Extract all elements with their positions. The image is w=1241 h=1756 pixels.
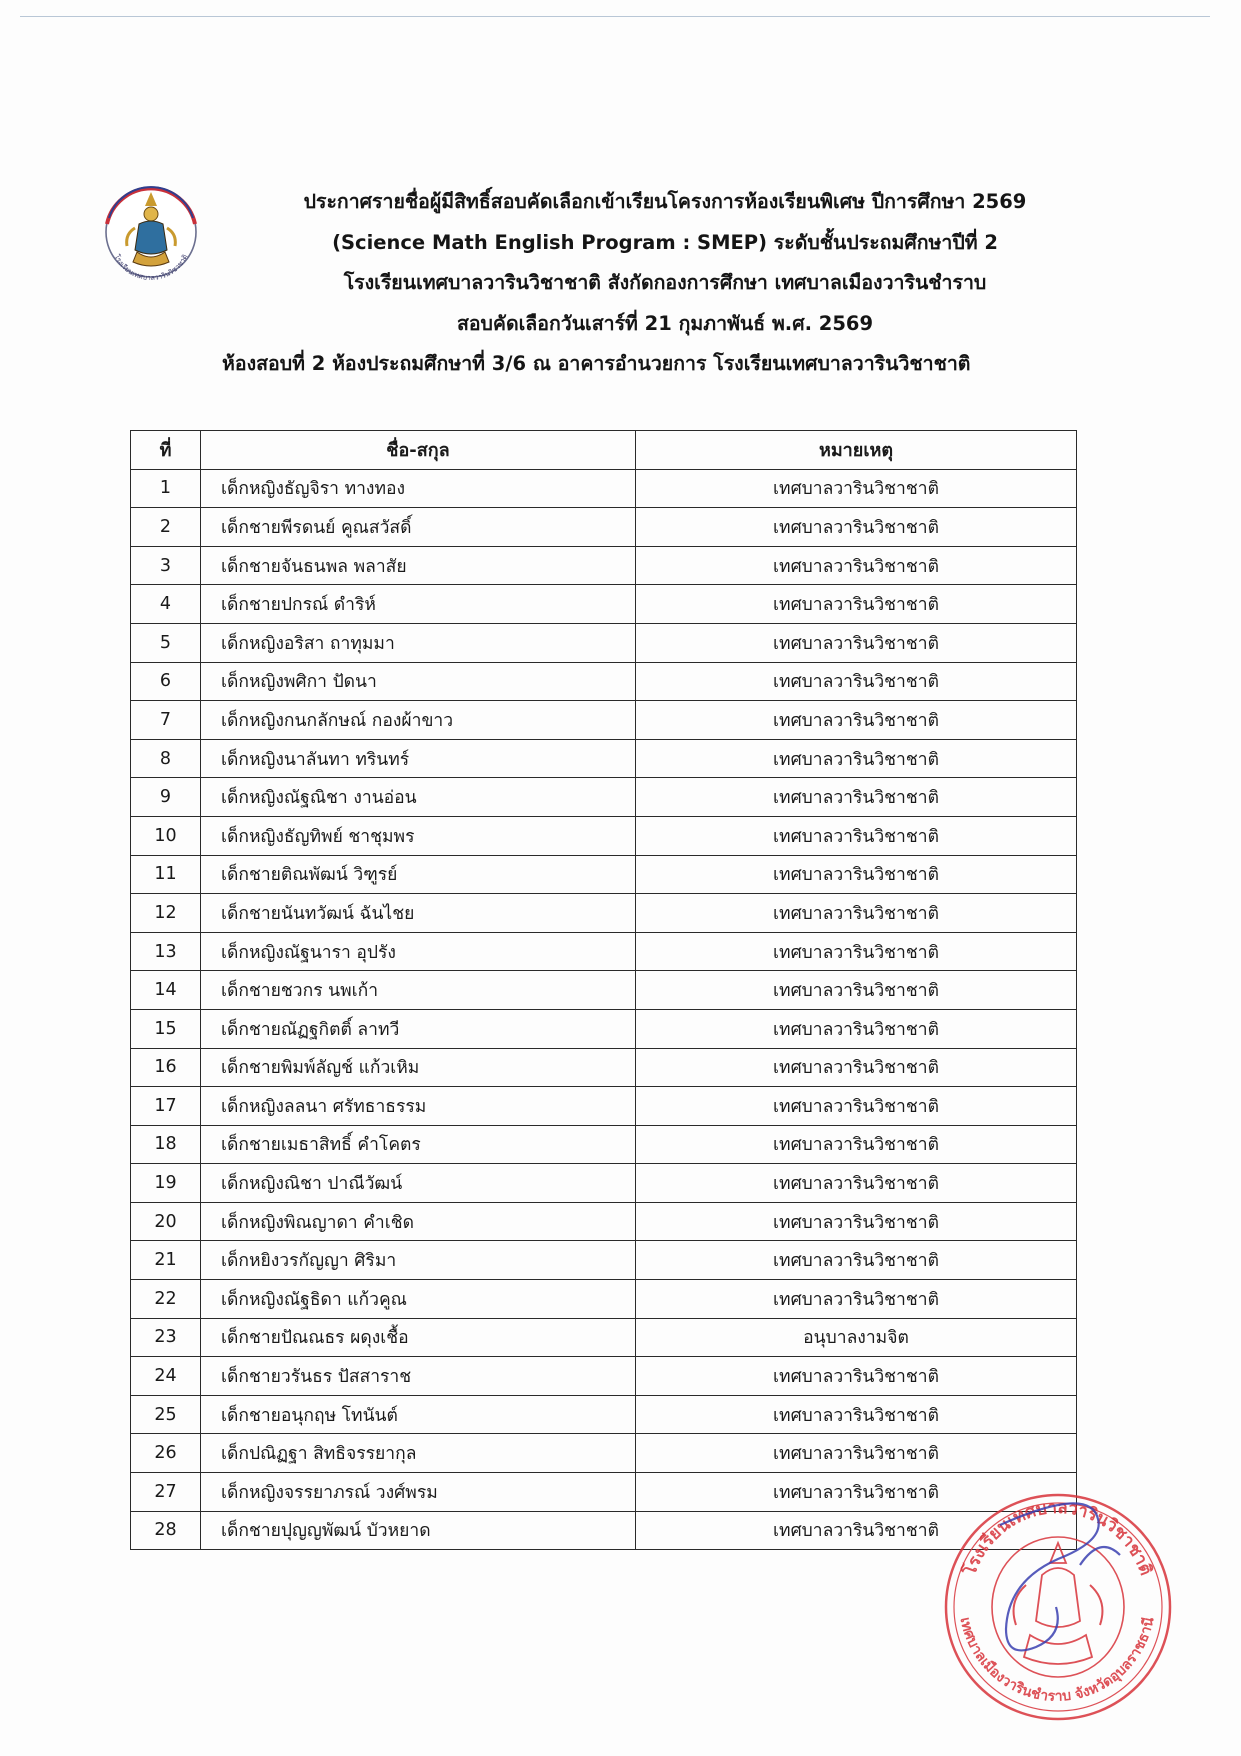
candidate-name: เด็กชายณัฏฐกิตติ์ ลาทวี (201, 1009, 636, 1048)
row-number: 11 (131, 855, 201, 894)
school-note: เทศบาลวารินวิชาชาติ (636, 1087, 1077, 1126)
top-rule (20, 16, 1210, 17)
row-number: 15 (131, 1009, 201, 1048)
row-number: 22 (131, 1280, 201, 1319)
row-number: 27 (131, 1473, 201, 1512)
table-row (131, 1434, 1077, 1473)
school-note: เทศบาลวารินวิชาชาติ (636, 1511, 1077, 1550)
candidate-name: เด็กหญิงอริสา ถาทุมมา (201, 623, 636, 662)
table-header-row (131, 431, 1077, 470)
table-row (131, 1280, 1077, 1319)
header-line-3: โรงเรียนเทศบาลวารินวิชาชาติ สังกัดกองการศึกษา เทศบาลเมืองวารินชำราบ (343, 271, 987, 294)
table-row (131, 1241, 1077, 1280)
school-note: เทศบาลวารินวิชาชาติ (636, 894, 1077, 933)
school-note: เทศบาลวารินวิชาชาติ (636, 778, 1077, 817)
table-row (131, 1318, 1077, 1357)
school-note: เทศบาลวารินวิชาชาติ (636, 932, 1077, 971)
table-row (131, 1357, 1077, 1396)
candidate-name: เด็กชายอนุกฤษ โทนันต์ (201, 1395, 636, 1434)
row-number: 9 (131, 778, 201, 817)
school-note: เทศบาลวารินวิชาชาติ (636, 1241, 1077, 1280)
row-number: 12 (131, 894, 201, 933)
candidate-name: เด็กชายชวกร นพเก้า (201, 971, 636, 1010)
candidate-name: เด็กปณิฏฐา สิทธิจรรยากุล (201, 1434, 636, 1473)
row-number: 6 (131, 662, 201, 701)
table-row (131, 469, 1077, 508)
row-number: 18 (131, 1125, 201, 1164)
row-number: 8 (131, 739, 201, 778)
table-body (131, 469, 1077, 1550)
school-note: เทศบาลวารินวิชาชาติ (636, 1048, 1077, 1087)
row-number: 7 (131, 701, 201, 740)
candidate-name: เด็กหญิงจรรยาภรณ์ วงศ์พรม (201, 1473, 636, 1512)
school-note: เทศบาลวารินวิชาชาติ (636, 469, 1077, 508)
row-number: 1 (131, 469, 201, 508)
table-row (131, 1048, 1077, 1087)
school-note: เทศบาลวารินวิชาชาติ (636, 701, 1077, 740)
row-number: 4 (131, 585, 201, 624)
school-note: อนุบาลงามจิต (636, 1318, 1077, 1357)
table-row (131, 508, 1077, 547)
row-number: 24 (131, 1357, 201, 1396)
school-note: เทศบาลวารินวิชาชาติ (636, 971, 1077, 1010)
table-row (131, 932, 1077, 971)
row-number: 23 (131, 1318, 201, 1357)
school-note: เทศบาลวารินวิชาชาติ (636, 1473, 1077, 1512)
row-number: 14 (131, 971, 201, 1010)
row-number: 10 (131, 816, 201, 855)
header-line-5: ห้องสอบที่ 2 ห้องประถมศึกษาที่ 3/6 ณ อาคารอำนวยการ โรงเรียนเทศบาลวารินวิชาชาติ (222, 352, 971, 375)
row-number: 26 (131, 1434, 201, 1473)
candidate-name: เด็กชายเมธาสิทธิ์ คำโคตร (201, 1125, 636, 1164)
candidate-name: เด็กหญิงนาลันทา ทรินทร์ (201, 739, 636, 778)
svg-text:เทศบาลเมืองวารินชำราบ จังหวัดอ (957, 1615, 1158, 1704)
table-row (131, 585, 1077, 624)
school-note: เทศบาลวารินวิชาชาติ (636, 1164, 1077, 1203)
table-row (131, 739, 1077, 778)
candidate-name: เด็กชายวรันธร ปัสสาราช (201, 1357, 636, 1396)
header-no: ที่ (131, 431, 201, 470)
candidate-name: เด็กหญิงณัฐณิชา งานอ่อน (201, 778, 636, 817)
candidate-table (130, 430, 1077, 1550)
candidate-name: เด็กชายนันทวัฒน์ ฉันไชย (201, 894, 636, 933)
school-note: เทศบาลวารินวิชาชาติ (636, 855, 1077, 894)
table-row (131, 1164, 1077, 1203)
header-note: หมายเหตุ (636, 431, 1077, 470)
table-row (131, 1009, 1077, 1048)
candidate-name: เด็กชายติณพัฒน์ วิฑูรย์ (201, 855, 636, 894)
row-number: 2 (131, 508, 201, 547)
school-note: เทศบาลวารินวิชาชาติ (636, 1434, 1077, 1473)
row-number: 19 (131, 1164, 201, 1203)
school-note: เทศบาลวารินวิชาชาติ (636, 1009, 1077, 1048)
row-number: 17 (131, 1087, 201, 1126)
header-line-4: สอบคัดเลือกวันเสาร์ที่ 21 กุมภาพันธ์ พ.ศ. 2569 (456, 311, 874, 335)
header-name: ชื่อ-สกุล (201, 431, 636, 470)
school-note: เทศบาลวารินวิชาชาติ (636, 1357, 1077, 1396)
row-number: 28 (131, 1511, 201, 1550)
candidate-name: เด็กชายพีรดนย์ คูณสวัสดิ์ (201, 508, 636, 547)
table-row (131, 1125, 1077, 1164)
school-note: เทศบาลวารินวิชาชาติ (636, 623, 1077, 662)
candidate-name: เด็กหญิงณัฐธิดา แก้วคูณ (201, 1280, 636, 1319)
table-row (131, 1395, 1077, 1434)
table-row (131, 894, 1077, 933)
school-logo (95, 178, 207, 290)
candidate-name: เด็กหญิงพิณญาดา คำเชิด (201, 1202, 636, 1241)
school-note: เทศบาลวารินวิชาชาติ (636, 546, 1077, 585)
candidate-name: เด็กชายพิมพ์ลัญช์ แก้วเหิม (201, 1048, 636, 1087)
table-row (131, 623, 1077, 662)
school-note: เทศบาลวารินวิชาชาติ (636, 816, 1077, 855)
table-row (131, 662, 1077, 701)
table-row (131, 816, 1077, 855)
row-number: 21 (131, 1241, 201, 1280)
school-note: เทศบาลวารินวิชาชาติ (636, 585, 1077, 624)
candidate-name: เด็กหญิงธัญจิรา ทางทอง (201, 469, 636, 508)
school-note: เทศบาลวารินวิชาชาติ (636, 662, 1077, 701)
candidate-name: เด็กชายปัณณธร ผดุงเชื้อ (201, 1318, 636, 1357)
seal-outer-text: โรงเรียนเทศบาลวารินวิชาชาติ (960, 1497, 1156, 1579)
candidate-name: เด็กชายปุญญพัฒน์ บัวหยาด (201, 1511, 636, 1550)
row-number: 20 (131, 1202, 201, 1241)
candidate-name: เด็กหญิงณิชา ปาณีวัฒน์ (201, 1164, 636, 1203)
school-note: เทศบาลวารินวิชาชาติ (636, 1280, 1077, 1319)
table-row (131, 1087, 1077, 1126)
candidate-name: เด็กหญิงณัฐนารา อุปรัง (201, 932, 636, 971)
candidate-name: เด็กหญิงกนกลักษณ์ กองผ้าขาว (201, 701, 636, 740)
row-number: 3 (131, 546, 201, 585)
candidate-name: เด็กหญิงลลนา ศรัทธาธรรม (201, 1087, 636, 1126)
logo-caption: โรงเรียนเทศบาลวารินวิชาชาติ (112, 253, 190, 283)
header-line-2: (Science Math English Program : SMEP) ระดับชั้นประถมศึกษาปีที่ 2 (332, 230, 998, 254)
school-note: เทศบาลวารินวิชาชาติ (636, 1395, 1077, 1434)
candidate-name: เด็กชายปกรณ์ ดำริห์ (201, 585, 636, 624)
school-note: เทศบาลวารินวิชาชาติ (636, 508, 1077, 547)
candidate-name: เด็กหยิงวรกัญญา ศิริมา (201, 1241, 636, 1280)
table-row (131, 1202, 1077, 1241)
candidate-name: เด็กหญิงพศิกา ปัดนา (201, 662, 636, 701)
candidate-name: เด็กชายจันธนพล พลาสัย (201, 546, 636, 585)
table-row (131, 971, 1077, 1010)
row-number: 25 (131, 1395, 201, 1434)
header-line-1: ประกาศรายชื่อผู้มีสิทธิ์สอบคัดเลือกเข้าเรียนโครงการห้องเรียนพิเศษ ปีการศึกษา 2569 (303, 190, 1027, 213)
table-row (131, 546, 1077, 585)
seal-inner-text: เทศบาลเมืองวารินชำราบ จังหวัดอุบลราชธานี (956, 1615, 1158, 1705)
table-row (131, 1511, 1077, 1550)
candidate-name: เด็กหญิงธัญทิพย์ ชาชุมพร (201, 816, 636, 855)
school-note: เทศบาลวารินวิชาชาติ (636, 739, 1077, 778)
row-number: 5 (131, 623, 201, 662)
announcement-header (200, 182, 1130, 385)
table-row (131, 1473, 1077, 1512)
table-row (131, 855, 1077, 894)
school-note: เทศบาลวารินวิชาชาติ (636, 1125, 1077, 1164)
table-row (131, 701, 1077, 740)
row-number: 13 (131, 932, 201, 971)
school-note: เทศบาลวารินวิชาชาติ (636, 1202, 1077, 1241)
table-row (131, 778, 1077, 817)
row-number: 16 (131, 1048, 201, 1087)
